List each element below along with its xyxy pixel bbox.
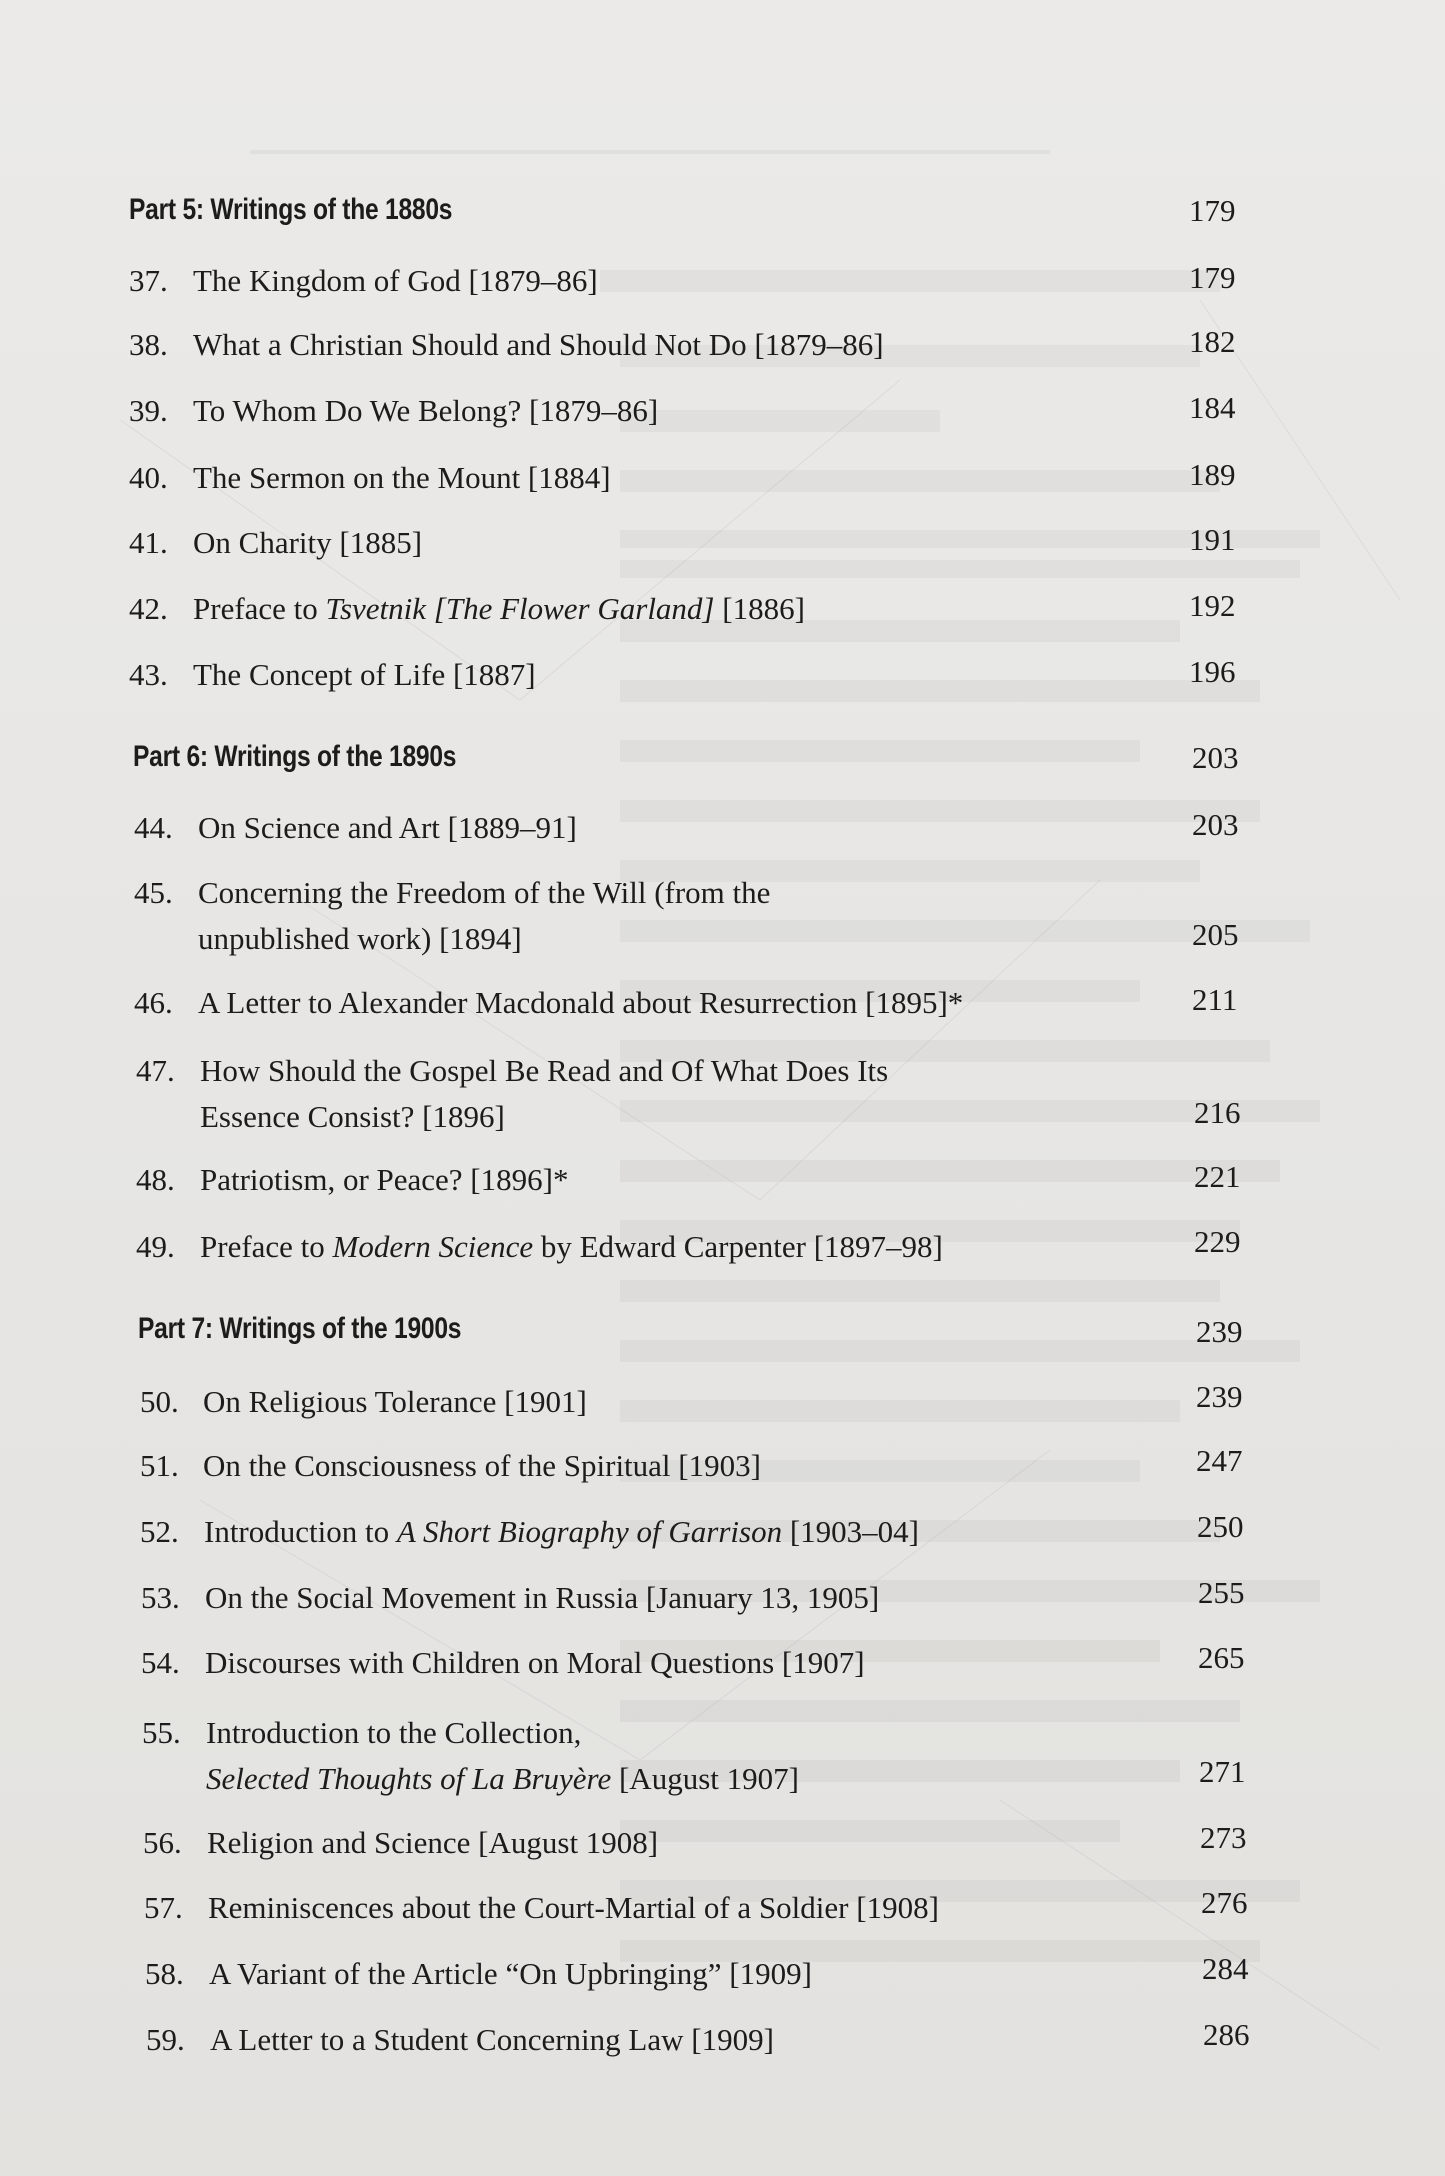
entry-title: The Kingdom of God [1879–86] <box>193 263 598 298</box>
entry-number: 56. <box>143 1825 182 1860</box>
entry-title-part: Preface to <box>200 1229 333 1264</box>
section-heading <box>0 193 1445 243</box>
entry-title-part: Introduction to <box>204 1514 397 1549</box>
entry-title-line: Essence Consist? [1896] <box>200 1099 505 1134</box>
page-number: 265 <box>1198 1640 1245 1675</box>
entry-title: On the Consciousness of the Spiritual [1903] <box>203 1448 761 1483</box>
entry-title <box>198 870 770 962</box>
entry-number: 58. <box>145 1956 184 1991</box>
entry-title: The Sermon on the Mount [1884] <box>193 460 611 495</box>
entry-title: On Charity [1885] <box>193 525 423 560</box>
entry-number: 45. <box>134 875 173 910</box>
page-number: 216 <box>1194 1095 1241 1130</box>
entry-number: 46. <box>134 985 173 1020</box>
entry-title: A Variant of the Article “On Upbringing” [1909] <box>209 1956 812 1991</box>
page-number: 205 <box>1192 917 1239 952</box>
page-number: 191 <box>1189 522 1236 557</box>
page-number: 271 <box>1199 1754 1246 1789</box>
page-number: 284 <box>1202 1951 1249 1986</box>
entry-title-line: Introduction to the Collection, <box>206 1715 582 1750</box>
page-number: 255 <box>1198 1575 1245 1610</box>
page-number: 286 <box>1203 2017 1250 2052</box>
page-number: 229 <box>1194 1224 1241 1259</box>
entry-number: 54. <box>141 1645 180 1680</box>
page-number: 211 <box>1192 982 1238 1017</box>
page-number: 276 <box>1201 1885 1248 1920</box>
entry-number: 47. <box>136 1053 175 1088</box>
section-heading-title: Part 5: Writings of the 1880s <box>129 193 453 226</box>
entry-title-italic: Selected Thoughts of La Bruyère <box>206 1761 612 1796</box>
entry-number: 55. <box>142 1715 181 1750</box>
page-number: 192 <box>1189 588 1236 623</box>
entry-title <box>200 1048 888 1140</box>
entry-number: 40. <box>129 460 168 495</box>
section-heading <box>0 1312 1445 1362</box>
page-number: 273 <box>1200 1820 1247 1855</box>
entry-title-part: [1903–04] <box>782 1514 919 1549</box>
entry-title: Patriotism, or Peace? [1896]* <box>200 1162 569 1197</box>
entry-title: A Letter to Alexander Macdonald about Resurrection [1895]* <box>198 985 964 1020</box>
entry-title-part: Preface to <box>193 591 326 626</box>
page-number: 239 <box>1196 1314 1243 1349</box>
entry-number: 44. <box>134 810 173 845</box>
entry-title-italic: Modern Science <box>332 1229 534 1264</box>
entry-number: 51. <box>140 1448 179 1483</box>
page-number: 221 <box>1194 1159 1241 1194</box>
entry-title-line: unpublished work) [1894] <box>198 921 522 956</box>
entry-title-line <box>206 1756 799 1802</box>
entry-number: 39. <box>129 393 168 428</box>
entry-title-line: Concerning the Freedom of the Will (from the <box>198 875 771 910</box>
section-heading <box>0 740 1445 790</box>
page-number: 184 <box>1189 390 1236 425</box>
entry-title-part: [August 1907] <box>611 1761 799 1796</box>
entry-number: 43. <box>129 657 168 692</box>
page-number: 239 <box>1196 1379 1243 1414</box>
entry-title: Reminiscences about the Court-Martial of a Soldier [1908] <box>208 1890 939 1925</box>
page-number: 250 <box>1197 1509 1244 1544</box>
entry-number: 38. <box>129 327 168 362</box>
entry-number: 42. <box>129 591 168 626</box>
entry-title: On Science and Art [1889–91] <box>198 810 577 845</box>
entry-number: 57. <box>144 1890 183 1925</box>
section-heading-title: Part 7: Writings of the 1900s <box>138 1312 462 1345</box>
section-heading-title: Part 6: Writings of the 1890s <box>133 740 457 773</box>
entry-number: 37. <box>129 263 168 298</box>
entry-title <box>204 1509 919 1555</box>
entry-title <box>206 1710 799 1802</box>
entry-number: 52. <box>140 1514 179 1549</box>
entry-number: 49. <box>136 1229 175 1264</box>
entry-title: To Whom Do We Belong? [1879–86] <box>193 393 659 428</box>
entry-title: What a Christian Should and Should Not Do [1879–86] <box>193 327 884 362</box>
entry-title-italic: A Short Biography of Garrison <box>396 1514 783 1549</box>
entry-title: Religion and Science [August 1908] <box>207 1825 659 1860</box>
page-number: 196 <box>1189 654 1236 689</box>
entry-title: A Letter to a Student Concerning Law [1909] <box>210 2022 774 2057</box>
entry-number: 50. <box>140 1384 179 1419</box>
entry-number: 41. <box>129 525 168 560</box>
page-number: 203 <box>1192 740 1239 775</box>
entry-title-part: by Edward Carpenter [1897–98] <box>533 1229 943 1264</box>
entry-title: On the Social Movement in Russia [January 13, 1905] <box>205 1580 880 1615</box>
page-number: 179 <box>1189 260 1236 295</box>
entry-title <box>193 586 805 632</box>
entry-title-part: [1886] <box>714 591 805 626</box>
entry-title: Discourses with Children on Moral Questions [1907] <box>205 1645 865 1680</box>
page-number: 203 <box>1192 807 1239 842</box>
entry-number: 53. <box>141 1580 180 1615</box>
page-number: 179 <box>1189 193 1236 228</box>
page-number: 189 <box>1189 457 1236 492</box>
entry-title: The Concept of Life [1887] <box>193 657 536 692</box>
entry-title: On Religious Tolerance [1901] <box>203 1384 587 1419</box>
entry-number: 48. <box>136 1162 175 1197</box>
entry-title-line: How Should the Gospel Be Read and Of What Does Its <box>200 1053 889 1088</box>
entry-title <box>200 1224 943 1270</box>
page-number: 247 <box>1196 1443 1243 1478</box>
entry-title-italic: Tsvetnik [The Flower Garland] <box>325 591 715 626</box>
page-number: 182 <box>1189 324 1236 359</box>
entry-number: 59. <box>146 2022 185 2057</box>
